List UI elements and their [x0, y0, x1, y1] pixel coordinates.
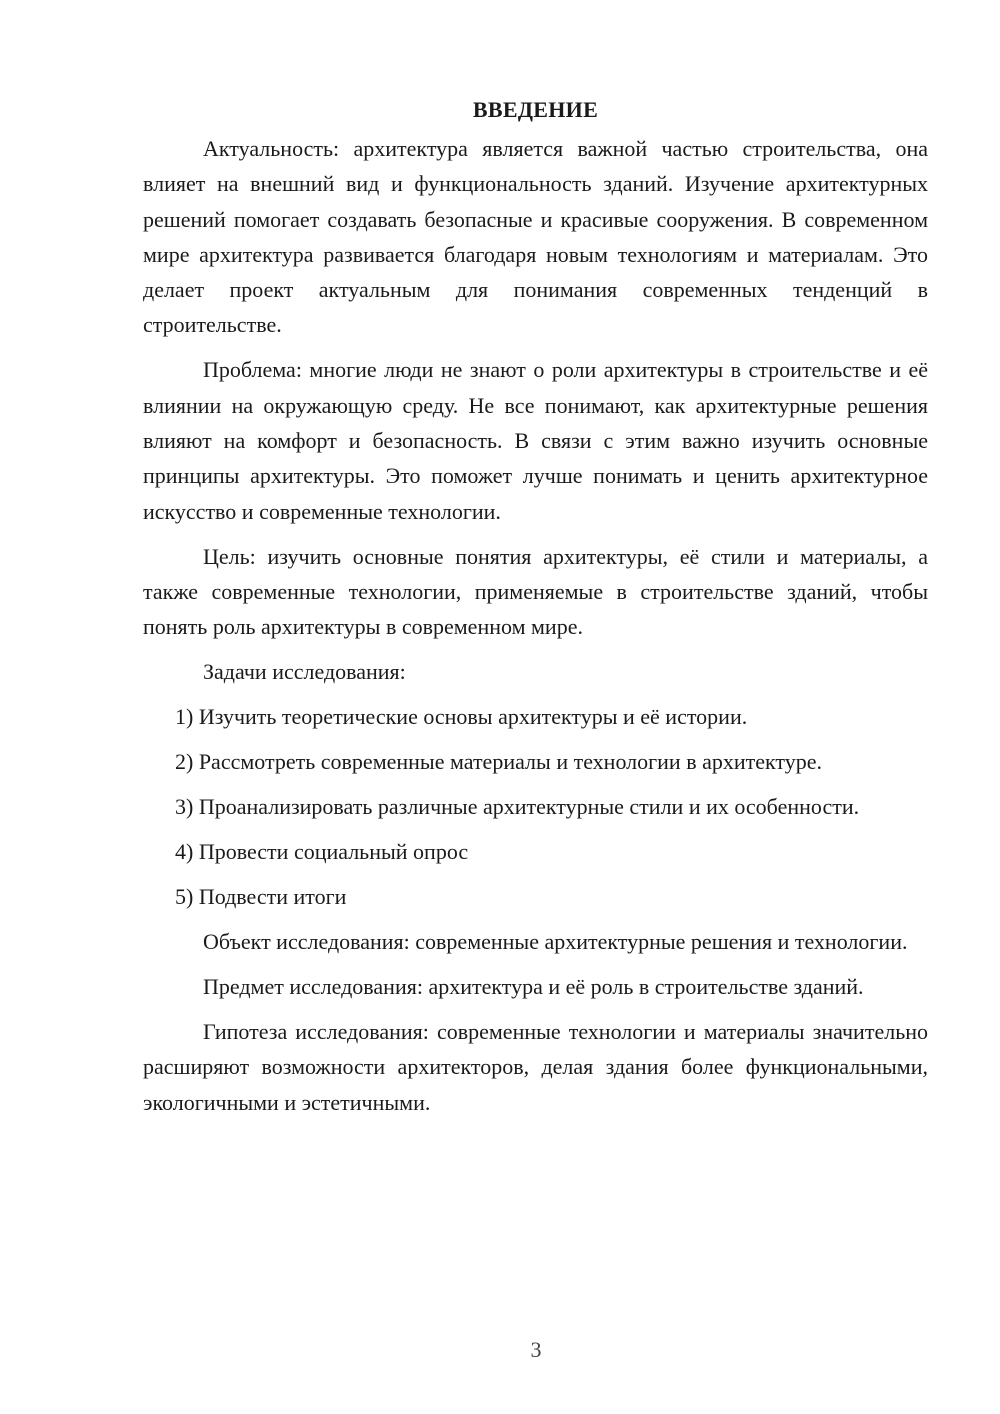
task-item-3: 3) Проанализировать различные архитектурные стили и их особенности.	[175, 794, 860, 820]
section-title: ВВЕДЕНИЕ	[472, 97, 599, 122]
task-item-4: 4) Провести социальный опрос	[175, 839, 469, 865]
paragraph-relevance: Актуальность: архитектура является важной частью строительства, она влияет на внешний вид и функциональность зданий. Изучение архитектурных решений помогает создавать безопасные и красивые сооружения. В современном мире архитектура развивается благодаря новым технологиям и материалам. Это делает проект актуальным для понимания современных тенденций в строительстве.	[143, 136, 928, 338]
document-page	[143, 95, 928, 1130]
page-number: 3	[530, 1337, 542, 1362]
paragraph-subject: Предмет исследования: архитектура и её роль в строительстве зданий.	[203, 974, 864, 1000]
paragraph-object: Объект исследования: современные архитектурные решения и технологии.	[203, 929, 908, 955]
paragraph-problem: Проблема: многие люди не знают о роли архитектуры в строительстве и её влиянии на окружающую среду. Не все понимают, как архитектурные решения влияют на комфорт и безопасность. В связи с этим важно изучить основные принципы архитектуры. Это поможет лучше понимать и ценить архитектурное искусство и современные технологии.	[143, 357, 928, 524]
paragraph-goal: Цель: изучить основные понятия архитектуры, её стили и материалы, а также современные технологии, применяемые в строительстве зданий, чтобы понять роль архитектуры в современном мире.	[143, 543, 928, 640]
paragraph-tasks-heading: Задачи исследования:	[203, 659, 406, 685]
task-item-1: 1) Изучить теоретические основы архитектуры и её истории.	[175, 704, 748, 730]
paragraph-hypothesis: Гипотеза исследования: современные технологии и материалы значительно расширяют возможности архитекторов, делая здания более функциональными, экологичными и эстетичными.	[143, 1019, 928, 1115]
task-item-5: 5) Подвести итоги	[175, 884, 347, 910]
task-item-2: 2) Рассмотреть современные материалы и технологии в архитектуре.	[175, 749, 823, 775]
